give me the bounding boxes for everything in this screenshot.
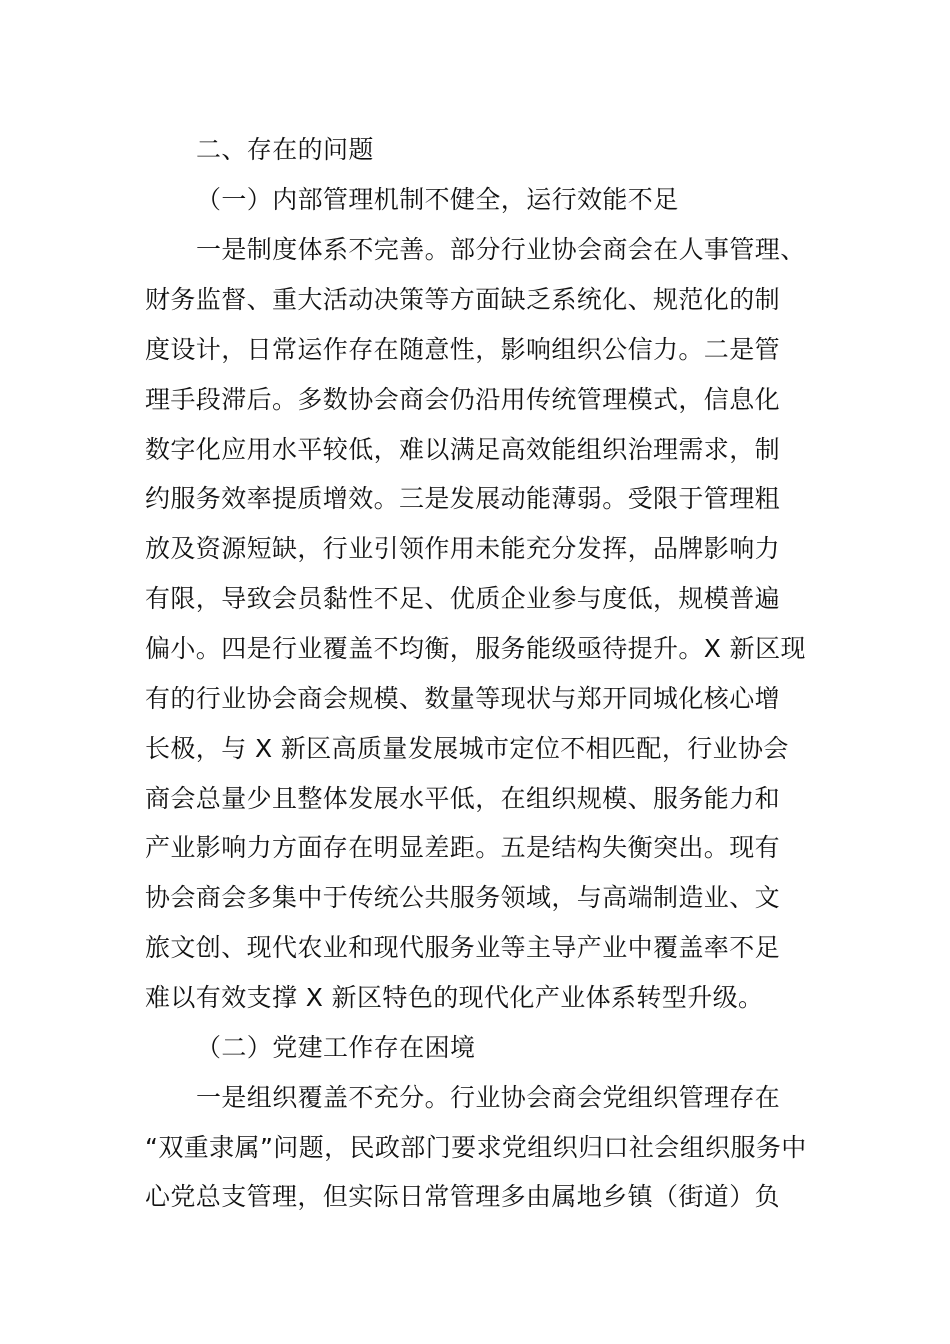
paragraph-line: 难以有效支撑 X 新区特色的现代化产业体系转型升级。 [145,983,764,1012]
subsection-heading-2: （二）党建工作存在困境 [196,1033,476,1062]
section-heading: 二、存在的问题 [196,135,374,164]
paragraph-line: 产业影响力方面存在明显差距。五是结构失衡突出。现有 [145,833,781,862]
subsection-heading-1: （一）内部管理机制不健全，运行效能不足 [196,185,679,214]
paragraph-line: 约服务效率提质增效。三是发展动能薄弱。受限于管理粗 [145,484,781,513]
paragraph-line: 度设计，日常运作存在随意性，影响组织公信力。二是管 [145,335,781,364]
paragraph-line: 有限，导致会员黏性不足、优质企业参与度低，规模普遍 [145,584,781,613]
paragraph-line: 长极，与 X 新区高质量发展城市定位不相匹配，行业协会 [145,734,789,763]
paragraph-line: 心党总支管理，但实际日常管理多由属地乡镇（街道）负 [145,1182,781,1211]
paragraph-line: 放及资源短缺，行业引领作用未能充分发挥，品牌影响力 [145,534,781,563]
paragraph-line: 旅文创、现代农业和现代服务业等主导产业中覆盖率不足 [145,933,781,962]
paragraph-line: 一是组织覆盖不充分。行业协会商会党组织管理存在 [196,1083,781,1112]
paragraph-line: 一是制度体系不完善。部分行业协会商会在人事管理、 [196,235,806,264]
paragraph-line: 协会商会多集中于传统公共服务领域，与高端制造业、文 [145,883,781,912]
paragraph-line: “双重隶属”问题，民政部门要求党组织归口社会组织服务中 [145,1133,807,1162]
paragraph-line: 偏小。四是行业覆盖不均衡，服务能级亟待提升。X 新区现 [145,634,806,663]
paragraph-line: 有的行业协会商会规模、数量等现状与郑开同城化核心增 [145,684,781,713]
paragraph-line: 理手段滞后。多数协会商会仍沿用传统管理模式，信息化 [145,385,781,414]
paragraph-line: 商会总量少且整体发展水平低，在组织规模、服务能力和 [145,784,781,813]
paragraph-line: 财务监督、重大活动决策等方面缺乏系统化、规范化的制 [145,285,781,314]
paragraph-line: 数字化应用水平较低，难以满足高效能组织治理需求，制 [145,435,781,464]
